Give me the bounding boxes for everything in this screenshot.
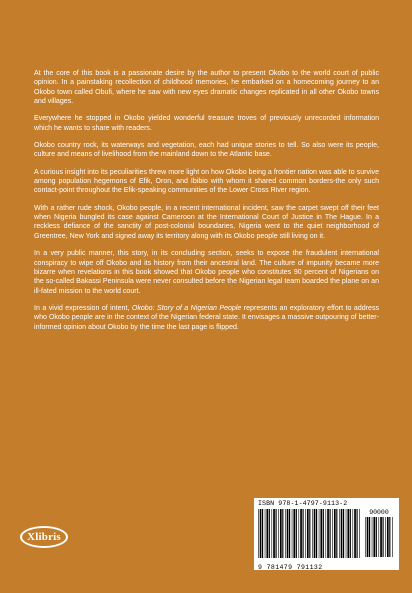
blurb-text <box>34 69 379 332</box>
blurb-paragraph-1: At the core of this book is a passionate desire by the author to present Okobo to the world court of public opinion. In a painstaking recollection of childhood memories, he embarked on a homecoming journey to an Okobo town called Obufi, where he saw with new eyes dramatic changes replicated in all other Okobo towns and villages. <box>34 70 379 106</box>
barcode-bar <box>383 517 384 557</box>
barcode-bar <box>330 509 331 558</box>
barcode-bar <box>379 517 380 557</box>
addon-number: 90000 <box>369 509 389 516</box>
isbn-label: ISBN 978-1-4797-9113-2 <box>258 500 348 507</box>
book-title: Okobo: Story of a Nigerian People <box>131 304 242 312</box>
barcode-bar <box>323 509 324 558</box>
barcode-bar <box>353 509 354 558</box>
barcode-bar <box>387 517 389 557</box>
barcode-bar <box>305 509 306 558</box>
barcode-bar <box>334 509 336 558</box>
barcode-bar <box>282 509 283 558</box>
barcode-bar <box>320 509 322 558</box>
barcode-bar <box>354 509 356 558</box>
barcode <box>258 509 395 571</box>
blurb-paragraph-2: Everywhere he stopped in Okobo yielded wonderful treasure troves of previously unrecorded information which he wants to share with readers. <box>34 115 379 132</box>
barcode-bar <box>376 517 377 557</box>
barcode-bar <box>278 509 279 558</box>
barcode-bar <box>280 509 282 558</box>
barcode-bar <box>314 509 316 558</box>
blurb-paragraph-3: Okobo country rock, its waterways and vegetation, each had unique stories to tell. So also were its people, culture and means of livelihood from the mainland down to the Atlantic base. <box>34 142 379 159</box>
barcode-bar <box>385 517 386 557</box>
barcode-bar <box>341 509 343 558</box>
barcode-bar <box>265 509 266 558</box>
barcode-bar <box>262 509 263 558</box>
main-barcode-bars <box>258 509 360 558</box>
barcode-bar <box>260 509 262 558</box>
barcode-bar <box>276 509 277 558</box>
barcode-bar <box>266 509 268 558</box>
barcode-bar <box>346 509 347 558</box>
barcode-bar <box>316 509 317 558</box>
barcode-bar <box>380 517 382 557</box>
blurb-paragraph-4: A curious insight into its peculiarities threw more light on how Okobo being a frontier nation was able to survive among population hegemons of Efik, Oron, and Ibibio with whom it shared common borders-the only such contact-point throughout the Efik-speaking communities of the Lower Cross River region. <box>34 168 379 195</box>
barcode-box <box>254 498 399 570</box>
barcode-bar <box>327 509 329 558</box>
addon-barcode-bars <box>365 517 393 557</box>
barcode-digits: 9 781479 791132 <box>258 564 323 571</box>
barcode-bar <box>273 509 275 558</box>
barcode-bar <box>372 517 373 557</box>
barcode-bar <box>367 517 369 557</box>
blurb-paragraph-6: In a very public manner, this story, in its concluding section, seeks to expose the fraudulent international conspiracy to wipe off Okobo and its history from their ancestral land. The culture of impunity became more bizarre when revelations in this book showed that Okobo people who constitutes 90 percent of Nigerians on the so-called Bakassi Peninsula were never consulted before the Nigerian legal team boarded the plane on an ill-fated mission to the world court. <box>34 250 379 295</box>
addon-barcode <box>365 509 393 562</box>
barcode-bar <box>319 509 320 558</box>
barcode-bar <box>336 509 337 558</box>
publisher-logo <box>20 526 68 548</box>
barcode-bar <box>389 517 390 557</box>
barcode-bar <box>365 517 366 557</box>
barcode-bar <box>269 509 270 558</box>
barcode-bar <box>343 509 344 558</box>
barcode-bar <box>287 509 289 558</box>
main-barcode-group <box>258 509 360 571</box>
barcode-bar <box>293 509 295 558</box>
barcode-bar <box>296 509 297 558</box>
barcode-bar <box>300 509 302 558</box>
barcode-bar <box>350 509 351 558</box>
barcode-bar <box>359 509 360 558</box>
barcode-bar <box>299 509 300 558</box>
barcode-bar <box>309 509 310 558</box>
barcode-bar <box>392 517 393 557</box>
barcode-bar <box>303 509 304 558</box>
barcode-bar <box>292 509 293 558</box>
barcode-bar <box>339 509 340 558</box>
barcode-bar <box>369 517 370 557</box>
blurb-paragraph-5: With a rather rude shock, Okobo people, in a recent international incident, saw the carpet swept off their feet when Nigeria bungled its case against Cameroon at the International Court of Justice in The Hague. In a reckless defiance of the sanctity of post-colonial boundaries, Nigeria went to the quiet neighborhood of Greentree, New York and signed away its territory along with its Okobo people still living on it. <box>34 204 379 240</box>
barcode-bar <box>357 509 358 558</box>
barcode-bar <box>326 509 327 558</box>
intro-text: In a vivid expression of intent, <box>34 304 132 312</box>
publisher-name: Xlibris <box>27 531 61 543</box>
barcode-bar <box>373 517 375 557</box>
barcode-bar <box>289 509 290 558</box>
barcode-bar <box>332 509 333 558</box>
barcode-bar <box>307 509 309 558</box>
blurb-paragraph-7 <box>34 304 379 332</box>
barcode-bar <box>258 509 259 558</box>
barcode-bar <box>347 509 349 558</box>
barcode-bar <box>312 509 313 558</box>
barcode-bar <box>285 509 286 558</box>
closing-text: represents an exploratory effort to address who Okobo people are in the context of the Nigerian federal state. It envisages a massive outpouring of better-informed opinion about Okobo by the time the last page is flipped. <box>34 304 379 331</box>
barcode-bar <box>272 509 273 558</box>
